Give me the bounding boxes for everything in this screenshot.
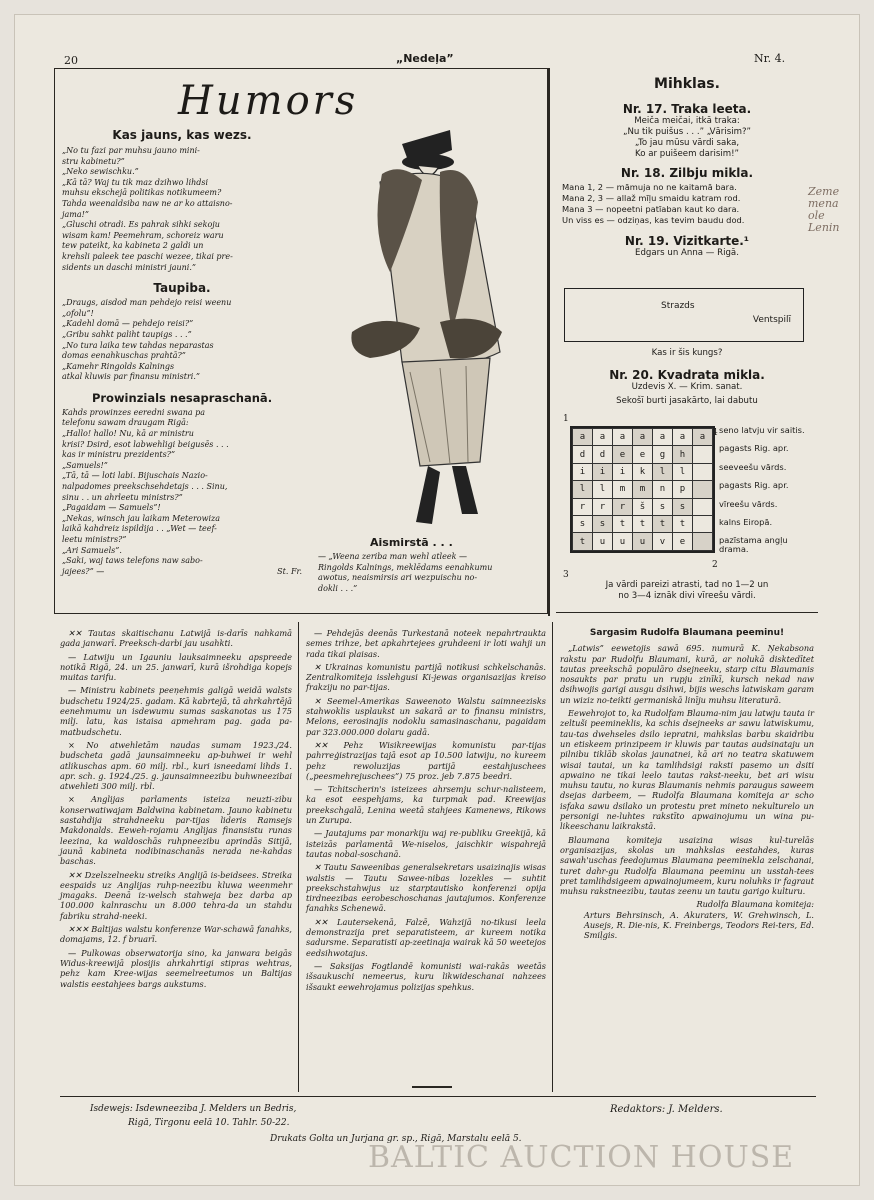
grid-clue: seeveešu vārds.: [719, 461, 787, 472]
card-name: Strazds: [661, 301, 695, 311]
puzzles-column: [558, 76, 816, 259]
news-paragraph: „Latwis” eewetojis sawā 695. numurā K. Ņekabsona rakstu par Rudolfu Blaumani, kurā, ar nolukā disktedītet tautas preekschā populāro dsejneeku, starp citu Blaumanis nosaukts par pratu un rupju zinīkī, kursch nekad naw dsihwojis garigi ausgu dsihwi, bijis weschs latwiskam garam un wiziz no-teikti germaniskā linīju muhsu literaturā.: [560, 643, 814, 705]
corner-label-2: 2: [712, 560, 718, 570]
news-paragraph: — Latwiju un Igauniu lauksaimneeku apspreede notikā Rigā, 24. un 25. janwarī, kurā išrohdiga kopejs muitas tarifu.: [60, 651, 292, 683]
grid-cell: l: [673, 463, 693, 480]
grid-cell: i: [573, 463, 593, 480]
grid-cell: u: [593, 533, 613, 550]
grid-cell: m: [613, 481, 633, 498]
joke1-title: Kas jauns, kas wezs.: [112, 128, 252, 142]
joke-line: jajees?” —: [62, 566, 105, 576]
news-paragraph: ✕✕ Pehz Wisikreewijas komunistu par-tijas pahrreģistrazijas tajā esot ap 10.500 latwiju, no kureem pehz rewoluzijas partijā eestahjuschees („peesmehrejuschees”) 75 proz. jeb 7.875 beedri.: [306, 739, 546, 781]
puzzles-heading: Mihklas.: [654, 76, 720, 92]
grid-cell: s: [673, 498, 693, 515]
grid-cell: r: [613, 498, 633, 515]
joke-line: leetu ministrs?”: [62, 535, 127, 544]
column-rule: [552, 622, 553, 1092]
grid-clue: seno latvju vir saitis.: [719, 425, 805, 435]
puzzle-line: Ja vārdi pareizi atrasti, tad no 1—2 un: [605, 580, 769, 590]
news-paragraph: — Saksijas Fogtlandē komunisti wai-rakās weetās išsaukuschi nemeerus, kuru likwideschanai nahzees išsaukt eewehrojamus polizijas spehkus.: [306, 960, 546, 992]
joke-line: Tahda weenaldsiba naw ne ar ko attaisno-: [62, 198, 233, 208]
joke-line: „Ari Samuels”.: [62, 545, 122, 555]
joke3-text: [62, 408, 302, 578]
news-paragraph: — Ministru kabinets peeņehmis galigā weidā walsts budschetu 1924/25. gadam. Kā kabrtejā, tā ahrkahrtējā eenehmumu un isdewumu sumas saskanotas us 175 milj. latu, kas istaisa apmehram pag. gada pa-matbudschetu.: [60, 685, 292, 737]
newspaper-title: „Nedeļa”: [396, 52, 454, 65]
grid-cell: s: [653, 498, 673, 515]
puzzle-line: Mana 3 — nopeetni patīaban kaut ko dara.: [562, 204, 740, 214]
news-paragraph: Blaumana komiteja usaizina wisas kul-turelās organisazijas, skolas un mahkslas eestahdes, kuras sawah'uschas feedojumus Blaumana peeminekla zelschanai, turet dahr-gu Rudolfa Blaumana peeminu un usstah-tees pret tamlihdsigeem apwainojumeem, kuru noluhks ir fagraut muhsu rakstneezibu, tautas zeenu un tautu garigo kulturu.: [560, 834, 814, 897]
news-column-2: [306, 628, 546, 995]
joke-line: muhsu ekschejā politikas notikumeem?: [62, 188, 222, 198]
committee-members: Arturs Behrsinsch, A. Akuraters, W. Grehwinsch, L. Ausejs, R. Die-nis, K. Freinbergs, Teodors Rei-ters, Ed. Smiļgis.: [584, 909, 814, 941]
corner-label-1: 1: [563, 414, 569, 424]
joke-line: domas eenahkuschas prahtā?”: [62, 351, 186, 361]
grid-clue: pagasts Rig. apr.: [719, 443, 789, 454]
caption-line: dokli . . .”: [318, 583, 358, 593]
grid-cell: e: [613, 446, 633, 463]
joke-line: nalpadomes preekschsehdetajs . . . Sinu,: [62, 482, 228, 492]
grid-cell: t: [573, 533, 593, 550]
grid-cell: k: [633, 463, 653, 480]
puzzle20-intro: Sekošī burti jasakārto, lai dabutu: [616, 396, 758, 406]
grid-cell: n: [653, 481, 673, 498]
grid-cell: l: [573, 481, 593, 498]
printer-line: Drukats Golta un Jurjana gr. sp., Rigā, Marstalu eelā 5.: [270, 1134, 522, 1144]
blaumanis-title: Sargasim Rudolfa Blaumana peeminu!: [589, 628, 785, 638]
news-paragraph: ✕ Seemel-Amerikas Saweenoto Walstu saimneezisks stahwoklis usplaukst un sakarā ar to finansu ministrs, Melons, eerosinajis nodoklu samasinaschanu, pagaidam par 323.000.000 dolaru gadā.: [306, 695, 546, 737]
caption-title: Aismirstā . . .: [370, 536, 453, 549]
joke-line: „Pagaidam — Samuels”!: [62, 503, 161, 513]
joke-line: atkal kluwis par finansu ministri.”: [62, 372, 200, 382]
joke-line: telefonu sawam draugam Rigā:: [62, 418, 189, 428]
joke-line: sidents un daschi ministri jauni.”: [62, 262, 196, 272]
joke-line: kas ir ministru prezidents?”: [62, 450, 176, 460]
grid-cell: d: [573, 446, 593, 463]
puzzle20-title: Nr. 20. Kvadrata mikla.: [609, 368, 765, 382]
news-paragraph: ✕✕ Tautas skaitischanu Latwijā is-darīs nahkamā gada janwarī. Preeksch-darbi jau usahkti.: [60, 628, 292, 649]
grid-cell: a: [673, 429, 693, 446]
handwritten-note: [808, 186, 840, 234]
page-number: 20: [64, 54, 78, 67]
news-paragraph: ✕ Ukrainas komunistu partijā notikusi schkelschanās. Zentralkomiteja isslehgusi Ki-jewas organisazijas kreiso frakziju no par-tijas.: [306, 661, 546, 693]
news-paragraph: ✕ Tautu Saweenibas generalsekretars usaizinajis wisas walstis — Tautu Sawee-nibas lozekles — suhtit preekschstahwjus uz starptautisko konferenzi opija tirdneezibas eerobeschoschanas jautajumos. Konferenze fanahks Schenewā.: [306, 862, 546, 914]
section-rule: [556, 612, 818, 613]
grid-cell: [693, 533, 713, 550]
news-paragraph: — Pulkowas obserwatorija sino, ka janwara beigās Widus-kreewijā plosijis ahrkahrtigi stipras wehtras, pehz kam Kree-wijas seemelreetumos un Baltijas walstis eestahjees bargs aukstums.: [60, 947, 292, 989]
fashion-illustration: [340, 122, 520, 532]
grid-cell: a: [693, 429, 713, 446]
joke3-author: St. Fr.: [277, 567, 302, 577]
grid-cell: t: [673, 515, 693, 532]
puzzle17-text: [558, 116, 816, 160]
card-place: Ventspilī: [752, 315, 791, 325]
handwriting-line: mena: [808, 197, 839, 210]
grid-cell: a: [593, 429, 613, 446]
publisher-line: Isdewejs: Isdewneeziba J. Melders un Bedris,: [90, 1104, 297, 1114]
humor-heading: Humors: [178, 78, 359, 124]
grid-cell: r: [593, 498, 613, 515]
handwriting-line: ole: [808, 209, 825, 222]
grid-cell: [693, 515, 713, 532]
puzzle20-solution-note: [558, 580, 816, 602]
joke-line: Kahds prowinzes eeredni swana pa: [62, 407, 206, 417]
grid-cell: a: [613, 429, 633, 446]
grid-cell: š: [633, 498, 653, 515]
puzzle-line: Mana 2, 3 — allaž mīļu smaidu katram rod.: [562, 193, 741, 203]
puzzle18-title: Nr. 18. Zilbju mikla.: [620, 166, 754, 180]
grid-cell: [693, 498, 713, 515]
editor-line: Redaktors: J. Melders.: [610, 1104, 723, 1115]
grid-cell: t: [653, 515, 673, 532]
joke-line: „No tu fazi par muhsu jauno mini-: [62, 146, 200, 155]
caption-line: awotus, neaismirsis ari wezpuischu no-: [318, 573, 478, 583]
joke-line: krisi? Dsird, esot labwehligi beigusēs . . .: [62, 439, 229, 449]
grid-cell: [693, 463, 713, 480]
grid-cell: r: [573, 498, 593, 515]
grid-clue: pagasts Rig. apr.: [719, 480, 789, 491]
news-paragraph: Eewehrojot to, ka Rudolfam Blauma-nim jau latwju tauta ir zeltuši peemineklis, ka schis dsejneeks ar sawu latwiskumu, tau-tas dwehseles dsilo iepratni, mahkslas barbu skaidribu un etiskeem prinzipeem ir kluwis par tautas audsinataju un pilnibu tiklāb skolas jaunatnei, kā ari no teatra skatuwem wisai tautai, un ka tamlihdsigi raksti pasemo un dsiti apwaino ne tikai leelo tautas rakst-neeku, bet ari wisu muhsu tautu, no kuras Blaumanis nehmis paraugus saweem dsejas darbeem, — Rudolfa Blaumana komiteja ar scho isfaka sawu dsilako un protestu pret mineto nekulturelo un personigi ne-luhtes rakstīto apwainojumu un wina pu-likeeschanu laikrakstā.: [560, 708, 814, 832]
humor-column: [62, 128, 302, 578]
puzzle-line: Meiča meičai, itkā traka:: [634, 116, 740, 126]
joke2-title: Taupiba.: [153, 281, 211, 296]
grid-cell: e: [633, 446, 653, 463]
joke-line: „No tura laika tew tahdas neparastas: [62, 340, 214, 350]
watermark: BALTIC AUCTION HOUSE: [368, 1140, 795, 1175]
puzzle-line: „To jau mūsu vārdi saka,: [634, 138, 740, 148]
joke-line: „Kā tā? Waj tu tik maz dzihwo lihdsi: [62, 177, 209, 187]
column-rule: [548, 68, 550, 616]
grid-cell: g: [653, 446, 673, 463]
joke-line: „ofolu”!: [62, 308, 94, 318]
grid-cell: a: [573, 429, 593, 446]
joke-line: sinu . . un ahrleetu ministrs?”: [62, 492, 183, 502]
grid-cell: d: [593, 446, 613, 463]
grid-cell: t: [613, 515, 633, 532]
grid-cell: h: [673, 446, 693, 463]
grid-clue: kalns Eiropā.: [719, 516, 773, 527]
puzzle19-title: Nr. 19. Vizitkarte.¹: [624, 234, 750, 248]
joke1-text: [62, 146, 302, 273]
grid-cell: i: [613, 463, 633, 480]
square-puzzle-grid: [570, 426, 715, 553]
address-line: Rigā, Tirgonu eelā 10. Tahlr. 50-22.: [128, 1118, 290, 1128]
news-paragraph: — Pehdejās deenās Turkestanā noteek nepahrtraukta semes trihze, bet apkahrtejees gruhdeeni ir loti wahji un rada tikai plaisas.: [306, 628, 546, 659]
joke-line: „Samuels!”: [62, 460, 108, 470]
joke-line: „Gluschi otradi. Es pahrak sihki sekoju: [62, 220, 220, 230]
committee-label: Rudolfa Blaumana komiteja:: [696, 899, 814, 910]
grid-cell: l: [653, 463, 673, 480]
grid-cell: s: [593, 515, 613, 532]
handwriting-line: Lenin: [808, 221, 840, 234]
grid-clue: pazīstama angļu drama.: [719, 535, 788, 555]
news-paragraph: × No atwehletām naudas sumam 1923./24. budscheta gadā jaunsaimneeku ap-buhwei ir wehl atlikuschas apm. 60 milj. rbl., kuri isneedami lihds 1. apr. sch. g. 1924./25. g. jaunsaimneezibu buhwneezibai atwehleti 300 milj. rbl.: [60, 739, 292, 792]
grid-cell: u: [613, 533, 633, 550]
grid-cell: t: [633, 515, 653, 532]
news-paragraph: — Jautajums par monarkiju waj re-publiku Greekijā, kā isteizās parlamentā We-niselos, jaischkir wispahrejā tautas nobal-soschanā.: [306, 828, 546, 859]
grid-cell: u: [633, 533, 653, 550]
end-rule: [412, 1086, 452, 1088]
grid-cell: a: [653, 429, 673, 446]
joke-line: stru kabinetu?”: [62, 156, 125, 166]
handwriting-line: Zeme: [808, 185, 840, 198]
grid-cell: m: [633, 481, 653, 498]
joke-line: krehsli paleek tee paschi wezee, tikai pre-: [62, 251, 233, 261]
grid-cell: v: [653, 533, 673, 550]
caption-text: [318, 552, 542, 594]
puzzle19-sub: Edgars un Anna — Rigā.: [635, 248, 739, 258]
joke-line: „Kadehl domā — pehdejo reisi?”: [62, 319, 194, 329]
joke-line: wisam kam! Peemehram, schoreiz waru: [62, 230, 224, 240]
corner-label-4: 4: [712, 428, 718, 438]
grid-cell: s: [573, 515, 593, 532]
puzzle-line: „Nu tik puišus . . .” „Vārisim?”: [623, 127, 751, 137]
joke-line: „Tā, tā — loti labi. Bijuschais Nazio-: [62, 471, 208, 481]
grid-cell: e: [673, 533, 693, 550]
joke-line: „Saki, waj taws telefons naw sabo-: [62, 556, 203, 566]
grid-cell: [693, 446, 713, 463]
grid-cell: i: [593, 463, 613, 480]
joke-line: „Draugs, aisdod man pehdejo reisi weenu: [62, 298, 232, 308]
caption-line: — „Weena zeriba man wehl atleek —: [318, 552, 467, 561]
news-column-3: [560, 628, 814, 941]
joke-line: tew pateikt, ka kabineta 2 galdi un: [62, 241, 204, 251]
grid-cell: p: [673, 481, 693, 498]
news-paragraph: — Tchitscherin's isteizees ahrsemju schur-nalisteem, ka esot eespehjams, ka turpmak pad. Kreewijas preekschgalā, Lenina weetā stahjees Kamenews, Rikows un Zurupa.: [306, 784, 546, 826]
joke2-text: [62, 298, 302, 383]
grid-cell: l: [593, 481, 613, 498]
visiting-card: [564, 288, 804, 342]
puzzle17-title: Nr. 17. Traka leeta.: [622, 102, 752, 116]
news-paragraph: ✕✕ Lautersekenā, Falzē, Wahzijā no-tikusi leela demonstrazija pret separatisteem, ar kureem notika sadursme. Separatisti ap-zeetinaja wairak kā 50 weetejos eedsihwotajus.: [306, 916, 546, 958]
joke-line: „Gribu sahkt paliht taupigs . . .”: [62, 329, 192, 339]
grid-cell: [693, 481, 713, 498]
column-rule: [298, 622, 299, 1092]
news-paragraph: ✕✕✕ Baltijas walstu konferenze War-schawā fanahks, domajams, 12. f bruarī.: [60, 924, 292, 945]
joke-line: „Kamehr Ringolds Kalnings: [62, 361, 175, 371]
joke-line: „Nekas, winsch jau laikam Meterowiza: [62, 513, 221, 523]
news-paragraph: ✕✕ Dzelszelneeku streiks Anglijā is-beidsees. Streika eespaids uz Anglijas ruhp-neezibu kluwa weenmehr jmagaks. Deenā iz-welsch stahweja bez darba ap 100.000 kalnraschu un 8.000 tehra-da un stahdu fabriku strahd-neeki.: [60, 869, 292, 921]
puzzle18-text: [562, 182, 816, 226]
news-paragraph: × Anglijas parlaments isteiza neuzti-zibu konserwatiwajam Baldwina kabinetam. Jauno kabinetu sastahdija strahdneeku par-tijas lideris Ramsejs Makdonalds. Eeweh-rojamu Anglijas finansistu runas leezina, ka waldoschās ruhpneezibu aprindās Sitijā, jaunā kabineta nodibinaschanās nerada ne-kahdas baschas.: [60, 794, 292, 867]
joke-line: „Neko sewischku.”: [62, 167, 139, 177]
joke-line: jama!”: [62, 209, 89, 219]
blaumanis-text: [560, 643, 814, 896]
grid-cell: a: [633, 429, 653, 446]
puzzle-line: Un viss es — odziņas, kas tevim baudu dod.: [562, 215, 745, 225]
joke-line: „Hallo! hallo! Nu, kā ar ministru: [62, 429, 194, 439]
news-column-1: [60, 628, 292, 992]
puzzle-line: Mana 1, 2 — māmuja no ne kaitamā bara.: [562, 182, 737, 192]
puzzle19-question: Kas ir šis kungs?: [651, 348, 723, 358]
footer-rule: [60, 1096, 816, 1097]
grid-clue: vīreešu vārds.: [719, 498, 778, 509]
issue-number: Nr. 4.: [754, 52, 786, 65]
joke3-title: Prowinzials nesapraschanā.: [91, 390, 273, 405]
square-puzzle-clues: [719, 426, 815, 555]
puzzle-line: no 3—4 iznāk divi vīreešu vārdi.: [618, 591, 756, 601]
joke-line: laikā kahdreiz ispildija . . „Wet — teef-: [62, 524, 217, 534]
puzzle-line: Ko ar puišeem darisim!”: [635, 149, 739, 159]
corner-label-3: 3: [563, 570, 569, 580]
caption-line: Ringolds Kalnings, meklēdams eenahkumu: [318, 562, 493, 572]
puzzle20-sub: Uzdevis X. — Krim. sanat.: [631, 382, 743, 392]
